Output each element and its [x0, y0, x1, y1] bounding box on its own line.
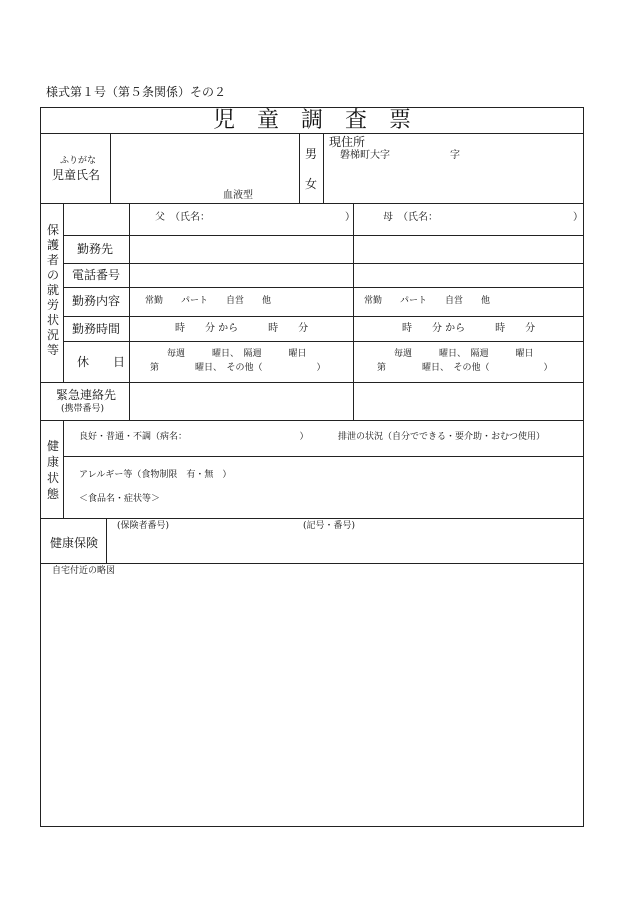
excretion-status[interactable]: 排泄の状況（自分でできる・要介助・おむつ使用）	[338, 432, 546, 442]
guardian-label-char: 等	[46, 343, 59, 357]
father-holiday-line2[interactable]: 第 曜日、 その他（ ）	[150, 363, 326, 373]
workplace-label: 勤務先	[77, 242, 114, 256]
map-label: 自宅付近の略図	[52, 566, 116, 576]
mother-work-hours[interactable]: 時 分 から 時 分	[402, 323, 536, 334]
holiday-label: 休 日	[77, 355, 126, 369]
mother-emergency-field[interactable]	[354, 383, 583, 419]
rule-child-bottom	[40, 203, 584, 204]
health-section-label	[44, 440, 62, 500]
rule-guardian-5	[63, 341, 584, 342]
furigana-label: ふりがな	[60, 156, 97, 166]
map-drawing-area[interactable]	[41, 580, 583, 826]
sex-female[interactable]: 女	[305, 177, 318, 191]
health-label-char: 健	[46, 439, 59, 453]
emergency-sublabel: (携帯番号)	[61, 404, 105, 414]
father-emergency-field[interactable]	[130, 383, 352, 419]
guardian-label-char: 護	[46, 238, 59, 252]
insurance-label: 健康保険	[50, 536, 99, 550]
rule-guardian-label-right	[63, 203, 64, 382]
child-name-label: 児童氏名	[52, 168, 101, 182]
rule-emergency-bottom	[40, 420, 584, 421]
health-label-char: 康	[46, 455, 59, 469]
work-type-label: 勤務内容	[72, 294, 121, 308]
guardian-label-char: の	[46, 268, 59, 282]
rule-guardian-3	[63, 287, 584, 288]
father-holiday-line1[interactable]: 毎週 曜日、 隔週 曜日	[167, 349, 307, 359]
form-number: 様式第１号（第５条関係）その２	[46, 85, 227, 99]
guardian-label-char: 労	[46, 298, 59, 312]
health-label-char: 態	[46, 487, 59, 501]
allergy-line[interactable]: アレルギー等（食物制限 有・無 ）	[79, 470, 232, 480]
guardian-label-char: 況	[46, 328, 59, 342]
blood-type-label: 血液型	[223, 190, 253, 201]
guardian-label-char: 就	[46, 283, 59, 297]
work-hours-label: 勤務時間	[72, 322, 121, 336]
health-condition[interactable]: 良好・普通・不調（病名： ）	[79, 432, 309, 442]
sex-male[interactable]: 男	[305, 147, 318, 161]
mother-holiday-line1[interactable]: 毎週 曜日、 隔週 曜日	[394, 349, 534, 359]
father-label[interactable]: 父 （氏名： ）	[155, 212, 355, 223]
father-work-type-options[interactable]: 常勤 パート 自営 他	[145, 296, 272, 306]
insurer-number-label: (保険者番号)	[117, 521, 170, 531]
address-label: 現住所	[329, 135, 366, 149]
rule-sex-right	[323, 133, 324, 203]
food-symptom-label: ＜食品名・症状等＞	[79, 494, 161, 504]
rule-health-bottom	[40, 518, 584, 519]
rule-insurance-label-right	[106, 518, 107, 563]
father-work-hours[interactable]: 時 分 から 時 分	[175, 323, 309, 334]
mother-workplace-field[interactable]	[354, 236, 583, 262]
mother-holiday-line2[interactable]: 第 曜日、 その他（ ）	[377, 363, 553, 373]
emergency-label: 緊急連絡先	[56, 388, 117, 402]
rule-insurance-bottom	[40, 563, 584, 564]
rule-health-label-right	[63, 420, 64, 518]
page-title: 児 童 調 査 票	[212, 108, 411, 133]
mother-work-type-options[interactable]: 常勤 パート 自営 他	[364, 296, 491, 306]
symbol-number-label: (記号・番号)	[303, 521, 356, 531]
guardian-label-char: 保	[46, 223, 59, 237]
rule-guardian-4	[63, 316, 584, 317]
guardian-section-label	[44, 224, 62, 356]
guardian-label-char: 者	[46, 253, 59, 267]
health-label-char: 状	[46, 471, 59, 485]
address-aza: 字	[450, 150, 460, 161]
phone-label: 電話番号	[72, 268, 121, 282]
father-workplace-field[interactable]	[130, 236, 352, 262]
rule-health-mid	[63, 456, 584, 457]
address-town: 磐梯町大字	[340, 150, 390, 161]
rule-sex-left	[299, 133, 300, 203]
child-name-field[interactable]	[111, 134, 298, 184]
mother-label[interactable]: 母 （氏名： ）	[383, 212, 583, 223]
guardian-label-char: 状	[46, 313, 59, 327]
father-phone-field[interactable]	[130, 264, 352, 286]
mother-phone-field[interactable]	[354, 264, 583, 286]
